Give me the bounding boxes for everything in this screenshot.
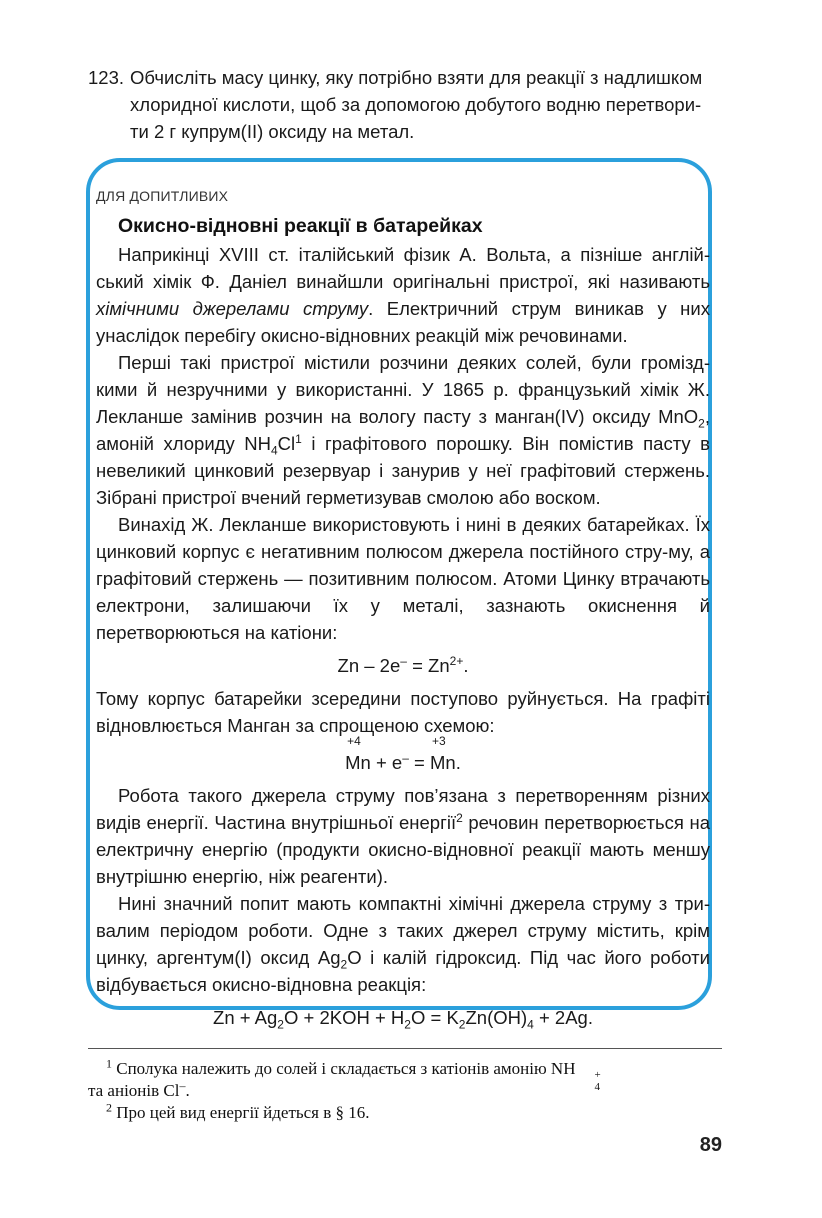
box-tag: ДЛЯ ДОПИТЛИВИХ — [96, 188, 229, 204]
equation-manganese-reduction: +4 Mn + e– = +3 Mn. — [345, 734, 461, 773]
task-line-3: ти 2 г купрум(ІІ) оксиду на метал. — [130, 121, 415, 142]
paragraph-4: Тому корпус батарейки зсередини поступово руйнується. На графіті відновлюється Манган за спрощеною схемою: — [96, 688, 710, 736]
paragraph-2: Перші такі пристрої містили розчини деяких солей, були громізд-кими й незручними у використанні. У 1865 р. французький хімік Ж. Лекланше замінив розчин на вологу пасту з манган(IV) оксиду MnO$_2$, амоній хлориду $NH_4Cl^1$ і графітового порошку. Він помістив пасту в невеликий цинковий резервуар і занурив у неї графітовий стержень. Зібрані пристрої вчений герметизував смолою або воском. — [96, 352, 710, 508]
footnote-ref-2: 2 — [456, 810, 463, 825]
footnote-ref-1: 1 — [295, 431, 302, 446]
italic-term: хімічними джерелами струму — [96, 298, 369, 319]
paragraph-6: Нині значний попит мають компактні хімічні джерела струму з три-валим періодом роботи. Одне з таких джерел струму містить, крім цинку, аргентум(І) оксид $Ag_2O$ і калій гідроксид. Під час його роботи відбувається окисно-відновна реакція: — [96, 893, 710, 995]
equation-zinc-oxidation: $Zn - 2e^- = Zn^{2+}$. — [337, 653, 469, 676]
task-line-1: 123. Обчисліть масу цинку, яку потрібно взяти для реакції з надлишком — [88, 64, 728, 91]
page-number: 89 — [699, 1134, 722, 1156]
footnote-1: $^1$ Сполука належить до солей і складається з катіонів амонію NH + 4 — [106, 1056, 601, 1093]
box-title: Окисно-відновні реакції в батарейках — [118, 215, 483, 237]
paragraph-5: Робота такого джерела струму пов’язана з перетворенням різних видів енергії. Частина внутрішньої енергії$^2$ речовин перетворюється на електричну енергію (продукти окисно-відновної реакції мають меншу внутрішню енергію, ніж реагенти). — [96, 785, 710, 887]
equation-silver-oxide-reaction: $Zn + Ag_2O + 2KOH + H_2O = K_2Zn(OH)_4 + 2Ag$. — [213, 1007, 593, 1032]
task-line-2: хлоридної кислоти, щоб за допомогою добутого водню перетвори- — [130, 94, 702, 115]
footnote-2: $^2$ Про цей вид енергії йдеться в § 16. — [106, 1100, 370, 1122]
paragraph-3: Винахід Ж. Лекланше використовують і нині в деяких батарейках. Їх цинковий корпус є негативним полюсом джерела постійного стру-му, а графітовий стержень — позитивним полюсом. Атоми Цинку втрачають електрони, залишаючи їх у металі, зазнають окиснення й перетворюються на катіони: — [96, 514, 710, 643]
curious-box-content — [96, 186, 710, 1037]
task-123 — [88, 64, 728, 145]
paragraph-1: Наприкінці XVIII ст. італійський фізик А. Вольта, а пізніше англій-ський хімік Ф. Даніел винайшли оригінальні пристрої, які називають хімічними джерелами струму. Електричний струм виникав у них унаслідок перебігу окисно-відновних реакцій між речовинами. — [96, 244, 710, 346]
footnotes — [88, 1058, 722, 1124]
task-number: 123. — [88, 67, 125, 88]
footnote-1-continued: та аніонів Cl–. — [88, 1078, 190, 1100]
footnote-divider — [88, 1048, 722, 1049]
